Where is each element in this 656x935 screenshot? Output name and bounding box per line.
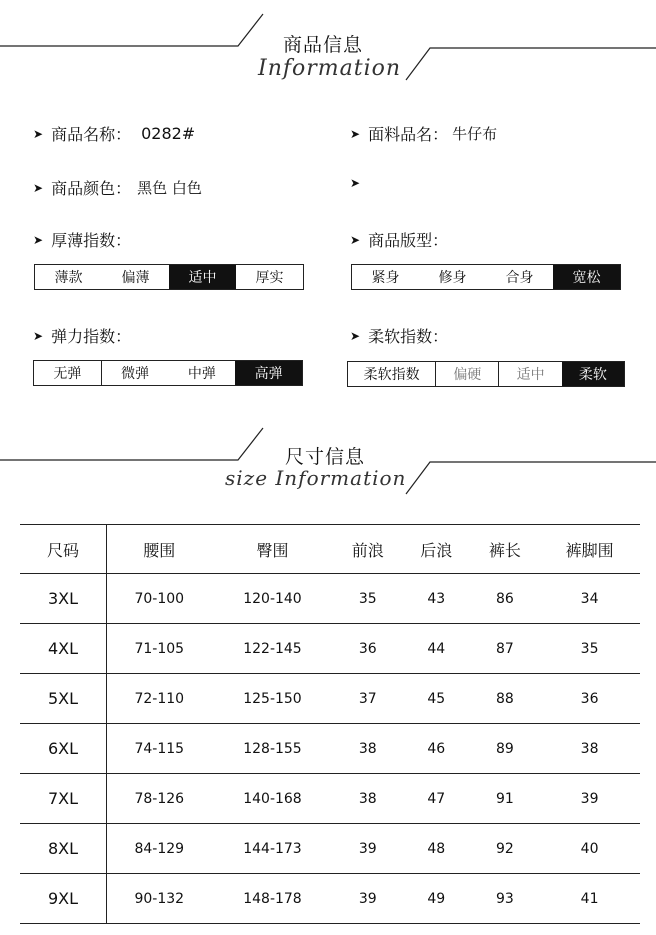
stretch-scale xyxy=(33,360,303,386)
table-row xyxy=(20,824,640,874)
fit-option: 合身 xyxy=(505,270,534,286)
bullet-arrow-icon: ➤ xyxy=(33,232,44,247)
script-size-information: size Information xyxy=(225,466,407,490)
table-cell: 128-155 xyxy=(212,724,334,774)
table-cell: 93 xyxy=(471,874,540,924)
stretch-option: 微弹 xyxy=(121,366,150,382)
table-row xyxy=(20,624,640,674)
softness-option: 柔软指数 xyxy=(348,362,436,386)
header-leg-opening: 裤脚围 xyxy=(539,525,640,574)
field-empty xyxy=(350,176,368,190)
size-cell: 3XL xyxy=(20,574,107,624)
table-cell: 71-105 xyxy=(107,624,212,674)
label-fit: 商品版型： xyxy=(368,231,449,250)
softness-scale xyxy=(347,361,625,387)
stretch-option: 中弹 xyxy=(187,366,216,382)
thickness-scale xyxy=(34,264,304,290)
size-cell: 6XL xyxy=(20,724,107,774)
table-cell: 140-168 xyxy=(212,774,334,824)
table-cell: 35 xyxy=(333,574,402,624)
size-table xyxy=(20,524,640,924)
table-cell: 74-115 xyxy=(107,724,212,774)
label-stretch: 弹力指数： xyxy=(51,327,132,346)
label-softness: 柔软指数： xyxy=(368,327,449,346)
table-cell: 38 xyxy=(333,724,402,774)
size-cell: 9XL xyxy=(20,874,107,924)
table-cell: 46 xyxy=(402,724,471,774)
bullet-arrow-icon: ➤ xyxy=(33,328,44,343)
table-cell: 36 xyxy=(539,674,640,724)
thickness-option: 厚实 xyxy=(255,270,284,286)
table-cell: 44 xyxy=(402,624,471,674)
thickness-option: 薄款 xyxy=(54,270,83,286)
field-fit xyxy=(350,228,448,251)
header-waist: 腰围 xyxy=(107,525,212,574)
table-cell: 37 xyxy=(333,674,402,724)
table-cell: 86 xyxy=(471,574,540,624)
stretch-option: 无弹 xyxy=(34,361,102,385)
table-cell: 39 xyxy=(333,824,402,874)
label-fabric: 面料品名： xyxy=(368,125,449,144)
table-cell: 148-178 xyxy=(212,874,334,924)
script-information: Information xyxy=(258,56,402,81)
size-cell: 5XL xyxy=(20,674,107,724)
table-cell: 34 xyxy=(539,574,640,624)
field-stretch xyxy=(33,324,131,347)
size-cell: 4XL xyxy=(20,624,107,674)
table-cell: 38 xyxy=(539,724,640,774)
size-cell: 8XL xyxy=(20,824,107,874)
section-title-product-info: 商品信息 xyxy=(283,34,364,56)
bullet-arrow-icon: ➤ xyxy=(350,176,361,190)
header-back-rise: 后浪 xyxy=(402,525,471,574)
bullet-arrow-icon: ➤ xyxy=(350,126,361,141)
field-thickness xyxy=(33,228,131,251)
header-hip: 臀围 xyxy=(212,525,334,574)
table-cell: 87 xyxy=(471,624,540,674)
table-cell: 72-110 xyxy=(107,674,212,724)
table-row xyxy=(20,874,640,924)
table-cell: 91 xyxy=(471,774,540,824)
bullet-arrow-icon: ➤ xyxy=(33,180,44,195)
fit-scale xyxy=(351,264,621,290)
table-cell: 45 xyxy=(402,674,471,724)
header-length: 裤长 xyxy=(471,525,540,574)
table-cell: 40 xyxy=(539,824,640,874)
thickness-option: 偏薄 xyxy=(121,270,150,286)
table-row xyxy=(20,674,640,724)
label-thickness: 厚薄指数： xyxy=(51,231,132,250)
bullet-arrow-icon: ➤ xyxy=(33,126,44,141)
stretch-option-selected: 高弹 xyxy=(235,361,302,385)
table-cell: 35 xyxy=(539,624,640,674)
table-header-row xyxy=(20,525,640,574)
value-product-name: 0282# xyxy=(141,124,196,143)
table-cell: 92 xyxy=(471,824,540,874)
table-cell: 84-129 xyxy=(107,824,212,874)
table-cell: 90-132 xyxy=(107,874,212,924)
table-cell: 125-150 xyxy=(212,674,334,724)
fit-option: 紧身 xyxy=(371,270,400,286)
field-product-name xyxy=(33,122,195,145)
size-cell: 7XL xyxy=(20,774,107,824)
field-softness xyxy=(350,324,448,347)
table-cell: 39 xyxy=(539,774,640,824)
table-cell: 36 xyxy=(333,624,402,674)
softness-option: 偏硬 xyxy=(436,362,499,386)
table-cell: 38 xyxy=(333,774,402,824)
label-color: 商品颜色： xyxy=(51,179,132,198)
label-product-name: 商品名称： xyxy=(51,125,132,144)
softness-option: 适中 xyxy=(516,367,545,383)
field-color xyxy=(33,176,202,199)
table-row xyxy=(20,724,640,774)
header-size: 尺码 xyxy=(20,525,107,574)
fit-option-selected: 宽松 xyxy=(553,265,620,289)
table-cell: 120-140 xyxy=(212,574,334,624)
table-cell: 49 xyxy=(402,874,471,924)
bullet-arrow-icon: ➤ xyxy=(350,328,361,343)
section-title-size-info: 尺寸信息 xyxy=(285,446,366,468)
table-cell: 78-126 xyxy=(107,774,212,824)
thickness-option-selected: 适中 xyxy=(169,265,236,289)
table-cell: 47 xyxy=(402,774,471,824)
table-row xyxy=(20,774,640,824)
header-front-rise: 前浪 xyxy=(333,525,402,574)
table-cell: 39 xyxy=(333,874,402,924)
table-row xyxy=(20,574,640,624)
softness-option-selected: 柔软 xyxy=(562,362,624,386)
value-color: 黑色 白色 xyxy=(137,179,202,197)
field-fabric xyxy=(350,122,497,145)
table-cell: 70-100 xyxy=(107,574,212,624)
table-cell: 48 xyxy=(402,824,471,874)
table-cell: 89 xyxy=(471,724,540,774)
table-cell: 122-145 xyxy=(212,624,334,674)
table-cell: 41 xyxy=(539,874,640,924)
table-cell: 88 xyxy=(471,674,540,724)
value-fabric: 牛仔布 xyxy=(452,125,498,143)
fit-option: 修身 xyxy=(438,270,467,286)
bullet-arrow-icon: ➤ xyxy=(350,232,361,247)
table-cell: 144-173 xyxy=(212,824,334,874)
table-cell: 43 xyxy=(402,574,471,624)
